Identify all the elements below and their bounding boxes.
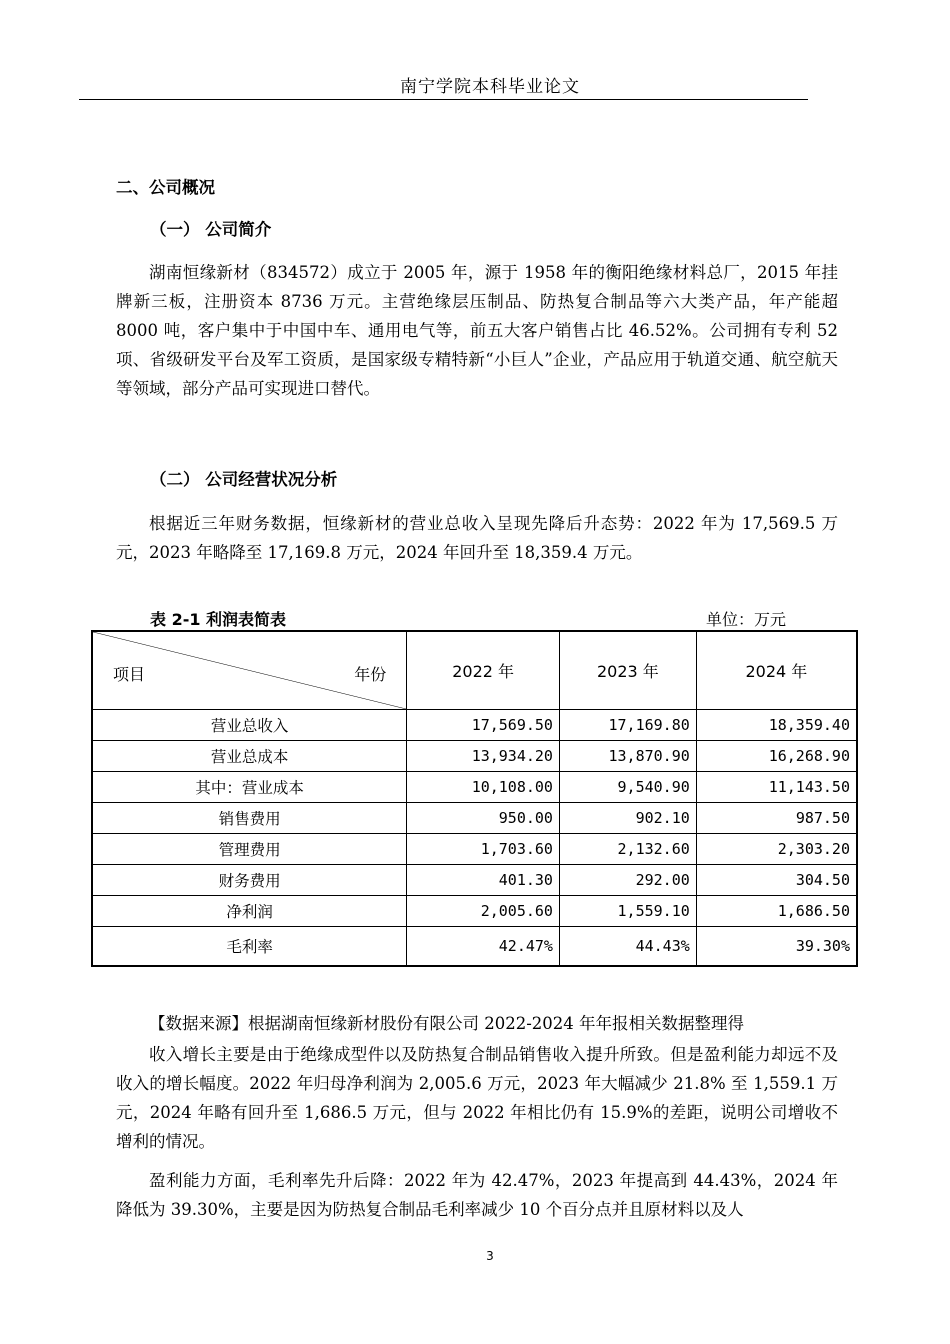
analysis-paragraph-margin: 盈利能力方面，毛利率先升后降：2022 年为 42.47%，2023 年提高到 44.43%，2024 年降低为 39.30%，主要是因为防热复合制品毛利率减少 10 个百分点并且原材料以及人 [116, 1171, 838, 1219]
page-number: 3 [486, 1249, 494, 1263]
operations-paragraph: 根据近三年财务数据，恒缘新材的营业总收入呈现先降后升态势：2022 年为 17,569.5 万元，2023 年略降至 17,169.8 万元，2024 年回升至 18,359.4 万元。 [116, 514, 838, 562]
table-cell: 2,132.60 [559, 834, 696, 865]
table-caption: 表 2-1 利润表简表 [150, 610, 287, 629]
table-cell: 13,870.90 [559, 741, 696, 772]
table-cell: 16,268.90 [696, 741, 857, 772]
analysis-paragraph-revenue: 收入增长主要是由于绝缘成型件以及防热复合制品销售收入提升所致。但是盈利能力却远不及收入的增长幅度。2022 年归母净利润为 2,005.6 万元，2023 年大幅减少 21.8% 至 1,559.1 万元，2024 年略有回升至 1,686.5 万元，但与 2022 年相比仍有 15.9%的差距，说明公司增收不增利的情况。 [116, 1045, 838, 1151]
row-label: 财务费用 [92, 865, 407, 896]
table-cell: 304.50 [696, 865, 857, 896]
table-cell: 11,143.50 [696, 772, 857, 803]
subsection-heading-operations: （二） 公司经营状况分析 [150, 470, 338, 489]
header-rule [79, 99, 808, 100]
row-label: 营业总收入 [92, 710, 407, 741]
table-cell: 13,934.20 [407, 741, 560, 772]
table-cell: 950.00 [407, 803, 560, 834]
table-cell: 42.47% [407, 927, 560, 967]
data-source-note: 【数据来源】根据湖南恒缘新材股份有限公司 2022-2024 年年报相关数据整理得 [149, 1014, 745, 1033]
table-cell: 17,169.80 [559, 710, 696, 741]
table-cell: 902.10 [559, 803, 696, 834]
table-cell: 17,569.50 [407, 710, 560, 741]
subsection-heading-company-intro: （一） 公司简介 [150, 220, 272, 239]
table-cell: 9,540.90 [559, 772, 696, 803]
row-label: 营业总成本 [92, 741, 407, 772]
year-header: 2023 年 [559, 631, 696, 710]
row-label: 毛利率 [92, 927, 407, 967]
table-cell: 2,303.20 [696, 834, 857, 865]
table-unit: 单位：万元 [706, 610, 787, 629]
row-label: 销售费用 [92, 803, 407, 834]
table-cell: 10,108.00 [407, 772, 560, 803]
table-row [92, 741, 857, 772]
table-cell: 1,686.50 [696, 896, 857, 927]
year-header: 2022 年 [407, 631, 560, 710]
table-header-row [92, 631, 857, 710]
table-row [92, 710, 857, 741]
table-cell: 39.30% [696, 927, 857, 967]
year-header: 2024 年 [696, 631, 857, 710]
table-cell: 1,559.10 [559, 896, 696, 927]
table-row [92, 865, 857, 896]
company-intro-paragraph: 湖南恒缘新材（834572）成立于 2005 年，源于 1958 年的衡阳绝缘材料总厂，2015 年挂牌新三板，注册资本 8736 万元。主营绝缘层压制品、防热复合制品等六大类产品，年产能超 8000 吨，客户集中于中国中车、通用电气等，前五大客户销售占比 46.52%。公司拥有专利 52 项、省级研发平台及军工资质，是国家级专精特新“小巨人”企业，产品应用于轨道交通、航空航天等领域，部分产品可实现进口替代。 [116, 263, 838, 398]
profit-statement-table [91, 630, 858, 967]
table-row [92, 803, 857, 834]
document-header-title: 南宁学院本科毕业论文 [400, 77, 580, 97]
table-cell: 2,005.60 [407, 896, 560, 927]
table-cell: 1,703.60 [407, 834, 560, 865]
table-row [92, 896, 857, 927]
table-cell: 44.43% [559, 927, 696, 967]
table-cell: 401.30 [407, 865, 560, 896]
corner-label-year: 年份 [354, 665, 387, 684]
row-label: 其中：营业成本 [92, 772, 407, 803]
corner-label-item: 项目 [113, 665, 146, 684]
table-cell: 292.00 [559, 865, 696, 896]
table-cell: 987.50 [696, 803, 857, 834]
table-row [92, 834, 857, 865]
table-cell: 18,359.40 [696, 710, 857, 741]
table-corner-cell [92, 631, 407, 710]
row-label: 净利润 [92, 896, 407, 927]
section-heading: 二、公司概况 [116, 178, 215, 197]
row-label: 管理费用 [92, 834, 407, 865]
table-row [92, 927, 857, 967]
table-row [92, 772, 857, 803]
